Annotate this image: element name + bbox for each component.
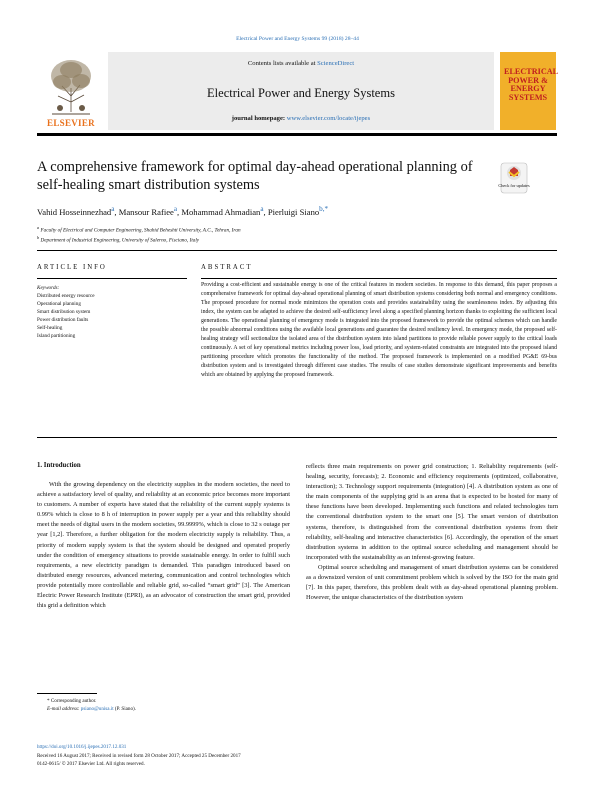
affiliation-text: Faculty of Electrical and Computer Engineering, Shahid Beheshti University, A.C., Tehran, Iran	[40, 227, 241, 234]
section-heading: 1. Introduction	[37, 462, 81, 469]
author-sup[interactable]: a	[111, 205, 115, 213]
keywords-list	[37, 284, 187, 340]
abstract-heading: ABSTRACT	[201, 264, 253, 271]
article-info-heading: ARTICLE INFO	[37, 264, 107, 271]
homepage-link[interactable]: www.elsevier.com/locate/ijepes	[286, 115, 371, 122]
keyword: Island partitioning	[37, 333, 76, 339]
author-sup[interactable]: a	[173, 205, 178, 213]
keyword: Self-healing	[37, 325, 63, 331]
paragraph: reflects three main requirements on power grid construction; 1. Reliability requirements (self-healing, security, forecasts); 2. Economic and efficiency requirements (optimized, collaborative, interaction); 3. Technology support requirements (integration) [4]. A distribution system as one of the main components of the supplying grid is an arena that is expected to be hosted for many of these functions have been developed. Implementing such functions and related technologies turn the conventional distribution system to the smart one [5]. The smart version of distribution systems, therefore, is distinguished from the conventional distribution systems from their reliability, self-healing and interactive characteristics [6]. Accordingly, the operation of the smart distribution systems in addition to the optimal source scheduling and management should be incorporated with the sustainability as an inferest-growing feature.	[306, 463, 558, 561]
affiliation-sup: b	[37, 235, 40, 240]
author-name[interactable]: Mansour Rafiee	[118, 206, 174, 217]
title-line-2: self-healing smart distribution systems	[37, 177, 260, 193]
corresponding-author-note: * Corresponding author.	[47, 698, 97, 704]
doi-link[interactable]: https://doi.org/10.1016/j.ijepes.2017.12.031	[37, 744, 127, 750]
journal-reference[interactable]: Electrical Power and Energy Systems 99 (2018) 28–44	[236, 36, 359, 42]
journal-homepage	[108, 115, 494, 122]
footnote-rule	[37, 693, 97, 694]
homepage-label: journal homepage:	[231, 115, 287, 122]
affiliation-text: Department of Industrial Engineering, University of Salerno, Fisciano, Italy	[40, 237, 200, 244]
divider	[37, 278, 187, 279]
crossmark-label[interactable]: Check for updates	[498, 183, 530, 188]
email-note	[37, 705, 136, 713]
affiliation-b	[37, 235, 199, 244]
affiliation-a	[37, 225, 241, 234]
crossmark-icon[interactable]	[500, 162, 528, 194]
keywords-label: Keywords:	[37, 285, 60, 291]
author-sup[interactable]: b,*	[319, 205, 329, 213]
email-link[interactable]: psiano@unisa.it	[80, 706, 114, 712]
article-metadata	[37, 743, 241, 769]
divider	[37, 250, 557, 251]
author-name[interactable]: Mohammad Ahmadian	[181, 206, 261, 217]
author-sup[interactable]: a	[260, 205, 264, 213]
abstract-text: Providing a cost-efficient and sustainable energy is one of the critical features in modern societies. In response to this demand, this paper proposes a comprehensive framework for optimal day-ahead operational planning of smart distribution systems considering both normal and emergency conditions. The proposed procedure for normal mode minimizes the operation costs and provides sustainability using the seamlessness index. By adjusting this index, the system can be adapted to achieve the desired self-sufficiency level along a specified planning horizon thanks to exploiting the sufficient local generations. The operational planning of emergency mode is integrated into the proposed framework to provide the optimal schemes which can handle the possible abnormal conditions using the available local generations and guarantee the desired resiliency level. In emergency mode, the proposed self-healing strategy will sectionalize the isolated area of the distribution system into island partitions to provide reliable power supply to the critical loads continuously. A set of key operational metrics including power loss, load priority, and system-related constraints are integrated into the proposed island partitioning procedure which promotes the functionality of the method. The proposed framework is implemented on a modified PG&E 69-bus distribution system and is investigated through different case studies. The results of case studies demonstrate significant improvements and benefits which are obtained by applying the proposed framework.	[201, 282, 557, 378]
copyright: 0142-0615/ © 2017 Elsevier Ltd. All rights reserved.	[37, 761, 145, 767]
keyword: Smart distribution system	[37, 309, 91, 315]
sciencedirect-link[interactable]: ScienceDirect	[317, 60, 355, 67]
body-column-right	[306, 462, 558, 603]
keyword: Power distribution faults	[37, 317, 89, 323]
email-label: E-mail address:	[47, 706, 81, 712]
cover-title: ELECTRICAL POWER & ENERGY SYSTEMS	[504, 67, 559, 102]
title-line-1: A comprehensive framework for optimal day-ahead operational planning of	[37, 159, 473, 175]
author-list: Vahid Hosseinnezhad$^a$, Mansour Rafiee$^a$, Mohammad Ahmadian$^a$, Pierluigi Siano$^{b,*}$	[37, 205, 329, 217]
article-title	[37, 158, 497, 194]
affiliation-sup: a	[37, 225, 40, 230]
paragraph: With the growing dependency on the electricity supplies in the modern societies, the need to achieve a satisfactory level of quality, and reliability at an economic price becomes more important to customers. A number of experts have stated that the reliability of the current supply systems is 0.99% which is close to 8 h of interruption in power supply per a year and this reliability should meet the needs of digital users in the modern societies, 99.9999%, which is close to 32 s outage per year [1,2]. Therefore, a further obligation for the modern electricity supply is reliability. Thus, a priority of modern supply system is that the system should be designed and operated properly under the condition of emergency situations to provide sustainable energy. In order to fulfill such requirements, a new electricity paradigm is demanded. This paradigm introduced based on distributed energy resources, advanced metering, communication and control technologies which provide potentially more controllable and reliable grid, so-called “smart grid” [3]. The American Electric Power Research Institute (EPRI), as an advocator of construction the smart grid, provided this grid a definition which	[37, 481, 290, 610]
header-rule	[37, 133, 557, 136]
author-name[interactable]: Vahid Hosseinnezhad	[37, 206, 112, 217]
paragraph: Optimal source scheduling and management of smart distribution systems can be considered as a downsized version of unit commitment problem which is solved by the ISO for the main grid [7]. In this paper, therefore, this problem dealt with as day-ahead operational planning problem. However, the unique characteristics of the distribution system	[306, 563, 558, 602]
divider	[37, 437, 557, 438]
keyword: Operational planning	[37, 301, 81, 307]
footnotes	[37, 697, 136, 713]
body-column-left	[37, 480, 290, 611]
author-name[interactable]: Pierluigi Siano	[267, 206, 320, 217]
journal-name: Electrical Power and Energy Systems	[207, 86, 395, 100]
keyword: Distributed energy resource	[37, 293, 95, 299]
email-suffix: (P. Siano).	[113, 706, 136, 712]
contents-availability	[108, 60, 494, 67]
contents-prefix: Contents lists available at	[247, 60, 318, 67]
received-dates: Received 16 August 2017; Received in revised form 28 October 2017; Accepted 25 December 2017	[37, 752, 241, 759]
publisher-name: ELSEVIER	[47, 118, 95, 128]
divider	[201, 278, 557, 279]
